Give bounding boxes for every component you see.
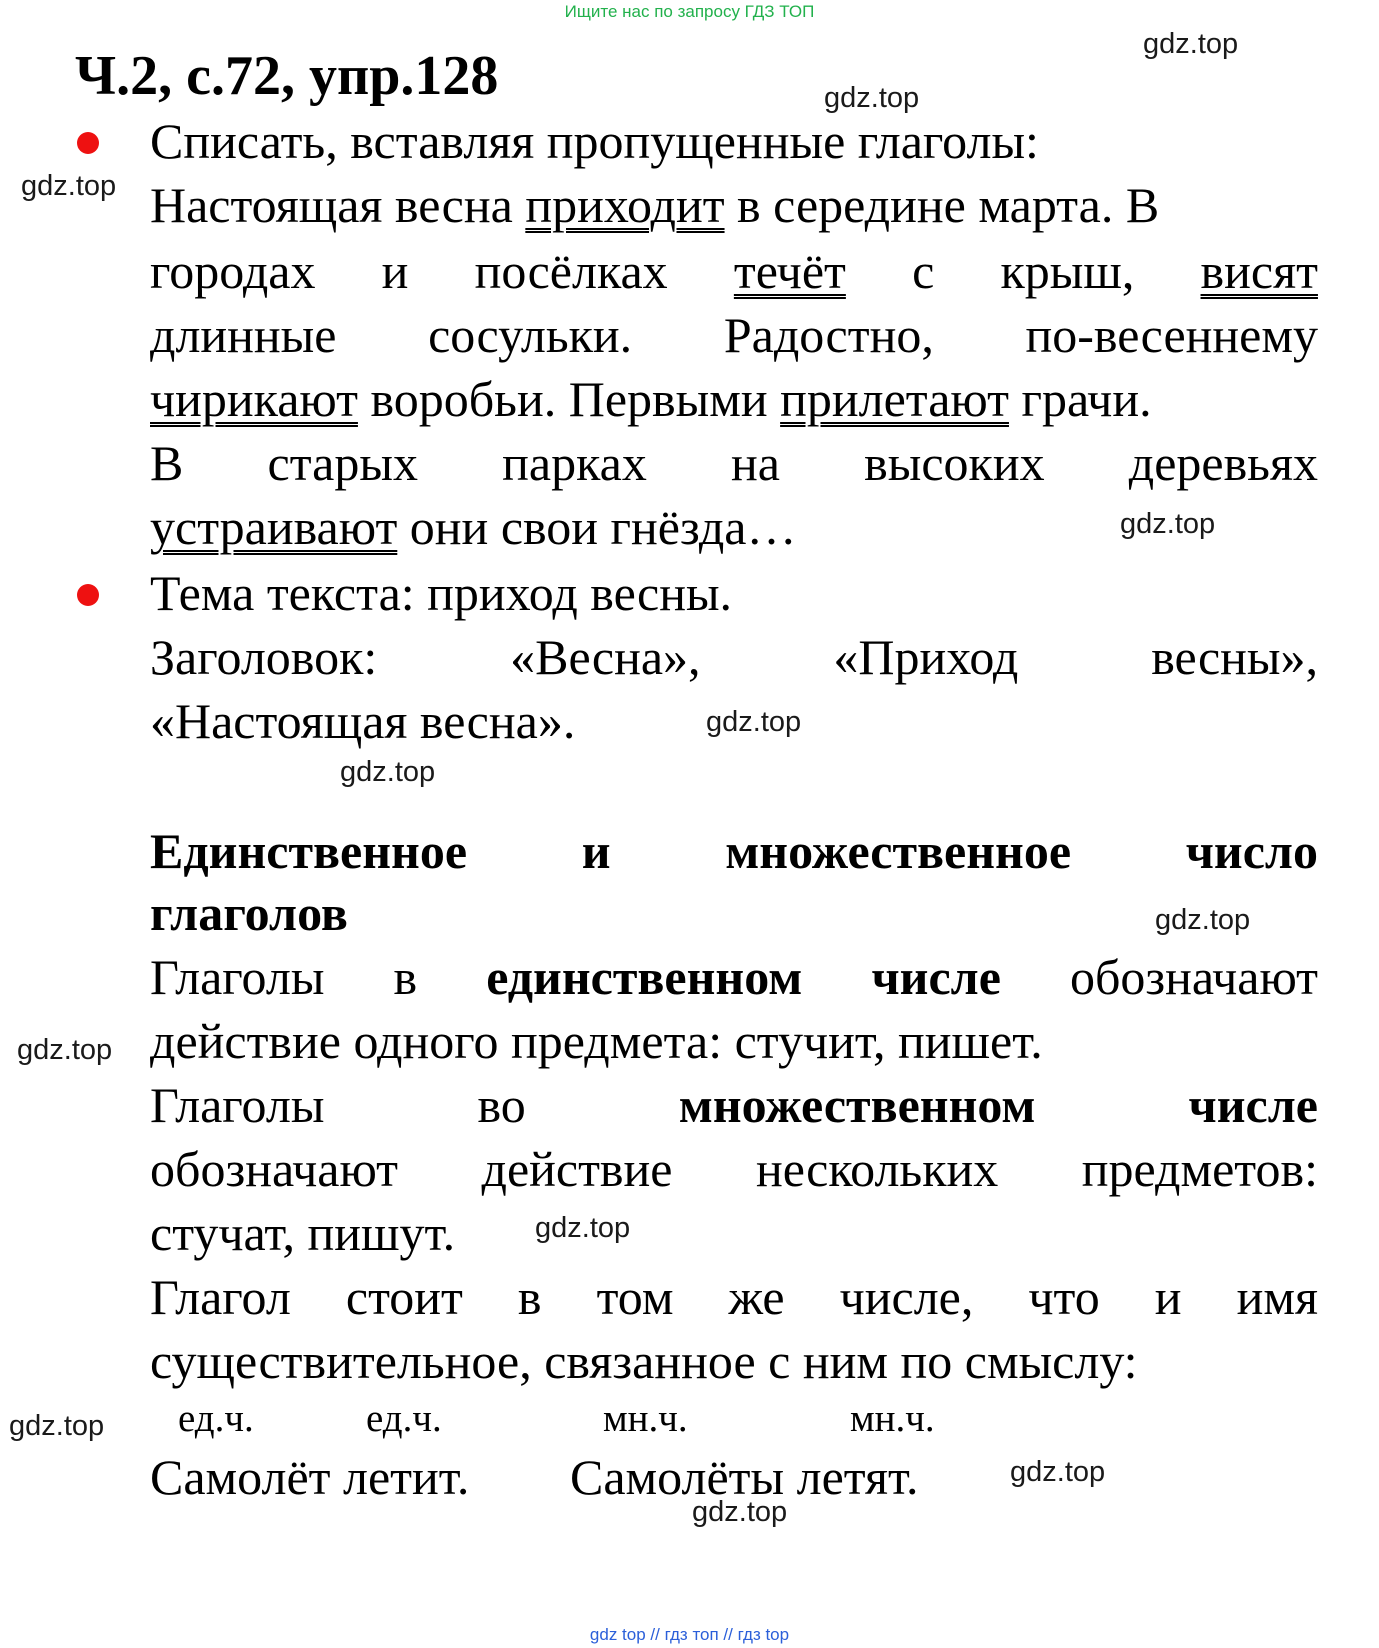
- term-bold: числе: [1188, 1077, 1318, 1133]
- rule-p3-line-2: существительное, связанное с ним по смыслу:: [150, 1333, 1138, 1389]
- rule-p2-line-2: обозначают действие нескольких предметов:: [150, 1141, 1318, 1197]
- number-tag: мн.ч.: [603, 1397, 688, 1440]
- watermark: gdz.top: [21, 170, 117, 202]
- top-banner: Ищите нас по запросу ГДЗ ТОП: [564, 2, 815, 21]
- task-line: Списать, вставляя пропущенные глаголы:: [150, 113, 1039, 169]
- watermark: gdz.top: [1010, 1456, 1106, 1488]
- rule-p3-line-1: Глагол стоит в том же числе, что и имя: [150, 1269, 1318, 1325]
- number-tag: мн.ч.: [850, 1397, 935, 1440]
- word: «Весна»,: [510, 629, 701, 685]
- word: «Приход: [833, 629, 1019, 685]
- text: Настоящая весна: [150, 177, 526, 233]
- rule-p1-line-1: [150, 944, 1318, 1010]
- text: обозначают: [1000, 949, 1319, 1005]
- word: Заголовок:: [150, 629, 378, 685]
- bullet-dot: [77, 584, 99, 606]
- word: число: [1185, 823, 1318, 879]
- text: Глаголы в: [150, 949, 487, 1005]
- example-singular: Самолёт летит.: [150, 1449, 470, 1505]
- watermark: gdz.top: [824, 82, 920, 114]
- word: городах: [150, 243, 316, 299]
- watermark: gdz.top: [9, 1410, 105, 1442]
- page-title: Ч.2, с.72, упр.128: [75, 45, 499, 107]
- word: посёлках: [474, 243, 668, 299]
- watermark: gdz.top: [1143, 28, 1239, 60]
- watermark: gdz.top: [535, 1212, 631, 1244]
- topic-line: Тема текста: приход весны.: [150, 565, 733, 621]
- bottom-banner: gdz top // гдз топ // гдз top: [589, 1625, 790, 1644]
- exercise-line-1: [150, 172, 1318, 238]
- exercise-line-3: длинные сосульки. Радостно, по-весеннему: [150, 307, 1318, 363]
- bullet-dot: [77, 132, 99, 154]
- word: и: [581, 823, 611, 879]
- word: с: [912, 243, 935, 299]
- word: Единственное: [150, 823, 468, 879]
- number-tag: ед.ч.: [366, 1397, 442, 1440]
- heading-line-2: «Настоящая весна».: [150, 693, 576, 749]
- exercise-line-4: [150, 366, 1318, 432]
- example-plural: Самолёты летят.: [570, 1449, 919, 1505]
- text: грачи.: [1008, 371, 1152, 427]
- watermark: gdz.top: [17, 1034, 113, 1066]
- verb-underlined: висят: [1200, 243, 1318, 299]
- rule-title-2: глаголов: [150, 885, 348, 941]
- exercise-line-2: [150, 238, 1318, 304]
- term-bold: единственном числе: [486, 949, 1001, 1005]
- exercise-line-6: [150, 494, 1318, 560]
- verb-underlined: приходит: [525, 177, 725, 233]
- text: они свои гнёзда…: [397, 499, 797, 555]
- verb-underlined: устраивают: [150, 499, 398, 555]
- exercise-line-5: В старых парках на высоких деревьях: [150, 435, 1318, 491]
- rule-p2-line-3: стучат, пишут.: [150, 1205, 456, 1261]
- watermark: gdz.top: [706, 706, 802, 738]
- rule-title: [150, 818, 1318, 884]
- word: весны»,: [1151, 629, 1318, 685]
- watermark: gdz.top: [340, 756, 436, 788]
- heading-line: [150, 624, 1318, 690]
- word: крыш,: [1000, 243, 1135, 299]
- verb-underlined: течёт: [733, 243, 846, 299]
- watermark: gdz.top: [692, 1496, 788, 1528]
- word: во: [477, 1077, 526, 1133]
- term-bold: множественном: [678, 1077, 1036, 1133]
- number-tag: ед.ч.: [178, 1397, 254, 1440]
- verb-underlined: прилетают: [780, 371, 1009, 427]
- rule-p1-line-2: действие одного предмета: стучит, пишет.: [150, 1013, 1043, 1069]
- text: воробьи. Первыми: [357, 371, 781, 427]
- verb-underlined: чирикают: [150, 371, 358, 427]
- watermark: gdz.top: [1120, 508, 1216, 540]
- watermark: gdz.top: [1155, 904, 1251, 936]
- word: Глаголы: [150, 1077, 325, 1133]
- rule-p2-line-1: [150, 1072, 1318, 1138]
- word: множественное: [725, 823, 1072, 879]
- text: в середине марта. В: [724, 177, 1160, 233]
- word: и: [381, 243, 409, 299]
